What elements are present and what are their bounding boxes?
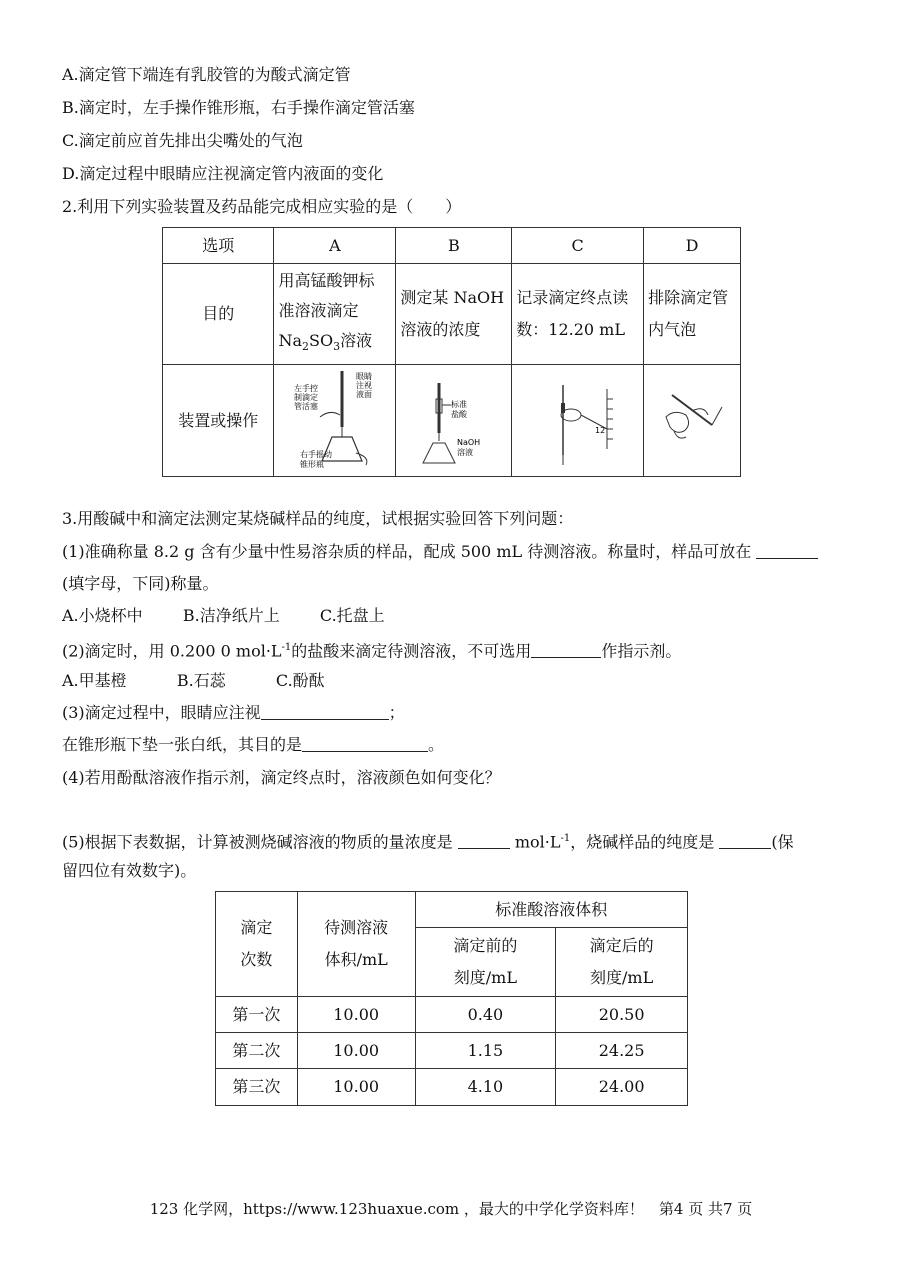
- q3-part3-line1: (3)滴定过程中，眼睛应注视 ；: [62, 703, 405, 722]
- answer-blank-3[interactable]: [261, 703, 389, 720]
- q2-header-b: B: [396, 228, 512, 264]
- table-row: [216, 1033, 688, 1069]
- table-cell: 第一次: [216, 997, 298, 1033]
- q1-option-c: C.滴定前应首先排出尖嘴处的气泡: [62, 131, 303, 150]
- svg-text:制滴定: 制滴定: [293, 392, 318, 402]
- q2-purpose-d: 排除滴定管 内气泡: [644, 264, 741, 365]
- q2-header-d: D: [644, 228, 741, 264]
- svg-text:12: 12: [594, 425, 605, 435]
- q2-illustration-d: [644, 365, 741, 477]
- q2-header-c: C: [512, 228, 644, 264]
- q2-illustration-b: [396, 365, 512, 477]
- table-header-sample-volume: 待测溶液 体积/mL: [297, 892, 415, 997]
- q2-purpose-b: 测定某 NaOH 溶液的浓度: [396, 264, 512, 365]
- titration-setup-illustration: [280, 369, 390, 473]
- q3-part5-line1: (5)根据下表数据，计算被测烧碱溶液的物质的量浓度是 $mol\cdot L^{-1}$，烧碱样品的纯度是 (保: [62, 832, 794, 852]
- table-header-acid-volume: 标准酸溶液体积: [415, 892, 687, 928]
- q2-operation-label: 装置或操作: [163, 365, 274, 477]
- q3-part2-line: (2)滴定时，用 0.200 0 $mol\cdot L^{-1}$的盐酸来滴定待测溶液，不可选用 作指示剂。: [62, 641, 682, 661]
- q3-part1-line: (1)准确称量 8.2 g 含有少量中性易溶杂质的样品，配成 500 mL 待测溶液。称量时，样品可放在: [62, 541, 818, 563]
- q1-option-d: D.滴定过程中眼睛应注视滴定管内液面的变化: [62, 164, 384, 183]
- table-header-before: 滴定前的 刻度/mL: [415, 928, 556, 997]
- answer-blank-4[interactable]: [302, 735, 428, 752]
- q3-part1-option-c: C.托盘上: [319, 606, 385, 625]
- svg-text:溶液: 溶液: [456, 447, 473, 457]
- q3-part3-line2: 在锥形瓶下垫一张白纸，其目的是 。: [62, 735, 445, 754]
- svg-text:眼睛: 眼睛: [355, 371, 372, 381]
- q2-purpose-label: 目的: [163, 264, 274, 365]
- q3-part1-option-a: A.小烧杯中: [62, 606, 143, 625]
- table-row: [216, 997, 688, 1033]
- svg-text:盐酸: 盐酸: [450, 409, 467, 419]
- svg-text:NaOH: NaOH: [456, 437, 481, 447]
- table-cell: 0.40: [415, 997, 556, 1033]
- q3-part2-option-a: A.甲基橙: [62, 671, 127, 690]
- page-footer: 123 化学网，https://www.123huaxue.com ，最大的中学化学资料库！ 第4 页 共7 页: [149, 1200, 753, 1218]
- q3-part5-line2: 留四位有效数字)。: [62, 861, 197, 880]
- q2-table: [162, 227, 741, 477]
- q2-purpose-c: 记录滴定终点读 数：12.20 mL: [512, 264, 644, 365]
- q1-option-b: B.滴定时，左手操作锥形瓶，右手操作滴定管活塞: [62, 98, 415, 117]
- svg-text:液面: 液面: [355, 389, 372, 399]
- q2-illustration-c: [512, 365, 644, 477]
- q3-stem: 3.用酸碱中和滴定法测定某烧碱样品的纯度，试根据实验回答下列问题：: [62, 509, 574, 528]
- q3-part2-options: [62, 670, 325, 692]
- table-cell: 10.00: [297, 1033, 415, 1069]
- svg-text:标准: 标准: [450, 399, 467, 409]
- svg-text:管活塞: 管活塞: [293, 401, 318, 411]
- q2-purpose-a: 用高锰酸钾标 准溶液滴定 $Na_2SO_3$溶液: [274, 264, 396, 365]
- acid-burette-illustration: [409, 369, 499, 473]
- table-cell: 20.50: [556, 997, 688, 1033]
- table-header-after: 滴定后的 刻度/mL: [556, 928, 688, 997]
- answer-blank-6[interactable]: [719, 832, 771, 849]
- table-cell: 第二次: [216, 1033, 298, 1069]
- q2-illustration-a: [274, 365, 396, 477]
- svg-text:右手摇动: 右手摇动: [299, 449, 332, 459]
- q3-part2-option-b: B.石蕊: [176, 671, 226, 690]
- titration-data-table: [215, 891, 688, 1106]
- q2-stem: 2.利用下列实验装置及药品能完成相应实验的是（ ）: [62, 197, 462, 216]
- svg-text:锥形瓶: 锥形瓶: [299, 459, 324, 469]
- q3-part2-option-c: C.酚酞: [275, 671, 325, 690]
- q3-part1-options: [62, 605, 385, 627]
- table-cell: 24.25: [556, 1033, 688, 1069]
- table-cell: 10.00: [297, 1069, 415, 1106]
- table-header-trials: 滴定 次数: [216, 892, 298, 997]
- answer-blank-1[interactable]: [756, 542, 818, 559]
- table-cell: 24.00: [556, 1069, 688, 1106]
- svg-text:注视: 注视: [355, 380, 372, 390]
- q3-part4: (4)若用酚酞溶液作指示剂，滴定终点时，溶液颜色如何变化？: [62, 768, 501, 787]
- answer-blank-5[interactable]: [458, 832, 510, 849]
- answer-blank-2[interactable]: [531, 641, 601, 658]
- hand-bubble-removal-illustration: [652, 369, 732, 473]
- table-cell: 10.00: [297, 997, 415, 1033]
- table-cell: 第三次: [216, 1069, 298, 1106]
- svg-text:左手控: 左手控: [293, 383, 318, 393]
- table-cell: 4.10: [415, 1069, 556, 1106]
- table-cell: 1.15: [415, 1033, 556, 1069]
- q2-header-a: A: [274, 228, 396, 264]
- q2-header-option: 选项: [163, 228, 274, 264]
- burette-reading-illustration: [533, 369, 623, 473]
- q3-part1-cont: (填字母，下同)称量。: [62, 574, 219, 593]
- q3-part1-option-b: B.洁净纸片上: [182, 606, 280, 625]
- q1-option-a: A.滴定管下端连有乳胶管的为酸式滴定管: [62, 65, 351, 84]
- table-row: [216, 1069, 688, 1106]
